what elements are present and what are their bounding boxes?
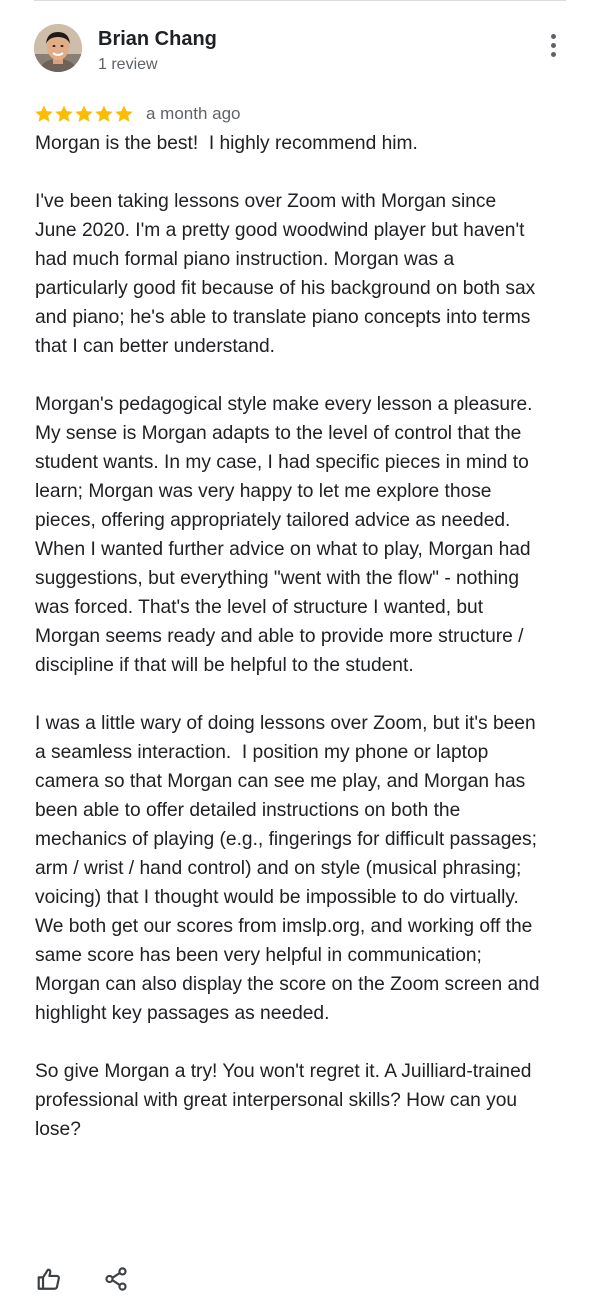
share-button[interactable] xyxy=(101,1264,131,1294)
review-paragraph: Morgan's pedagogical style make every lesson a pleasure. My sense is Morgan adapts to the level of control that the student wants. In my case, I had specific pieces in mind to learn; Morgan was very happy to let me explore those pieces, offering appropriately tailored advice as needed. When I wanted further advice on what to play, Morgan had suggestions, but everything "went with the flow" - nothing was forced. That's the level of structure I wanted, but Morgan seems ready and able to provide more structure / discipline if that will be helpful to the student. xyxy=(35,394,538,676)
reviewer-review-count: 1 review xyxy=(98,56,158,73)
review-paragraph: So give Morgan a try! You won't regret it. A Juilliard-trained professional with great interpersonal skills? How can you lose? xyxy=(35,1061,537,1140)
avatar-photo xyxy=(34,24,82,72)
review-actions xyxy=(34,1262,131,1296)
more-vert-icon xyxy=(551,34,556,39)
review-date: a month ago xyxy=(146,104,241,123)
top-divider xyxy=(34,0,566,1)
rating-row xyxy=(34,101,241,127)
reviewer-name[interactable]: Brian Chang xyxy=(98,28,217,50)
thumbs-up-icon xyxy=(36,1266,62,1292)
share-icon xyxy=(103,1266,129,1292)
like-button[interactable] xyxy=(34,1264,64,1294)
star-icon xyxy=(34,104,54,124)
star-icon xyxy=(54,104,74,124)
star-rating xyxy=(34,104,134,124)
more-options-button[interactable] xyxy=(538,28,568,62)
review-paragraph: Morgan is the best! I highly recommend him. xyxy=(35,133,418,154)
reviewer-avatar[interactable] xyxy=(34,24,82,72)
review-text xyxy=(35,129,545,1173)
star-icon xyxy=(114,104,134,124)
star-icon xyxy=(94,104,114,124)
star-icon xyxy=(74,104,94,124)
review-paragraph: I was a little wary of doing lessons over Zoom, but it's been a seamless interaction. I position my phone or laptop camera so that Morgan can see me play, and Morgan has been able to offer detailed instructions on both the mechanics of playing (e.g., fingerings for difficult passages; arm / wrist / hand control) and on style (musical phrasing; voicing) that I thought would be impossible to do virtually. We both get our scores from imslp.org, and working off the same score has been very helpful in communication; Morgan can also display the score on the Zoom screen and highlight key passages as needed. xyxy=(35,713,545,1024)
review-paragraph: I've been taking lessons over Zoom with Morgan since June 2020. I'm a pretty good woodwind player but haven't had much formal piano instruction. Morgan was a particularly good fit because of his background on both sax and piano; he's able to translate piano concepts into terms that I can better understand. xyxy=(35,191,541,357)
